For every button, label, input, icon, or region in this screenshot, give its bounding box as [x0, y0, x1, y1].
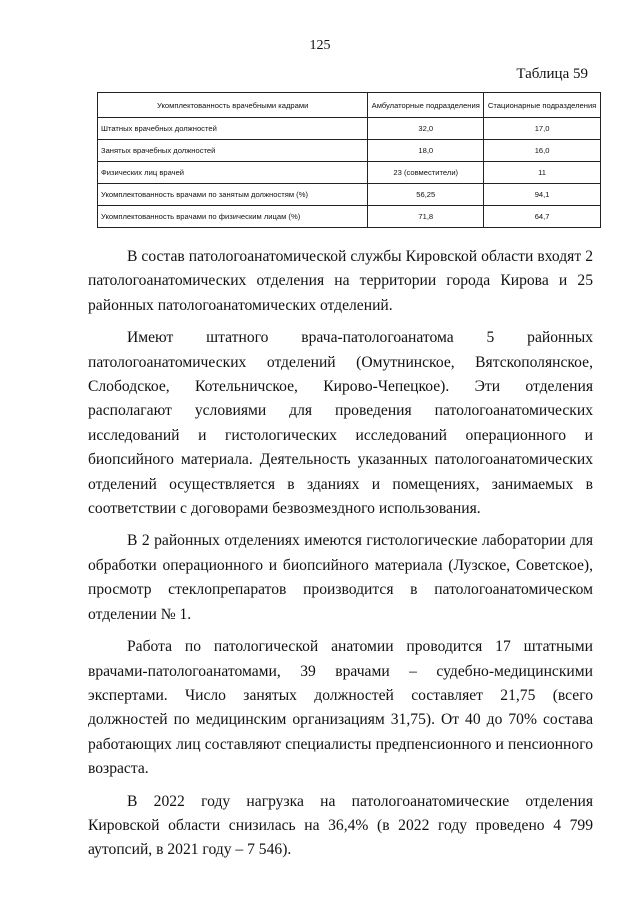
table-cell-value: 56,25: [368, 184, 484, 206]
table-cell-label: Укомплектованность врачами по занятым должностям (%): [98, 184, 368, 206]
paragraph: В состав патологоанатомической службы Кировской области входят 2 патологоанатомических отделения на территории города Кирова и 25 районных патологоанатомических отделений.: [88, 248, 593, 314]
table-cell-label: Укомплектованность врачами по физическим лицам (%): [98, 206, 368, 228]
table-cell-value: 32,0: [368, 118, 484, 140]
table-cell-value: 64,7: [484, 206, 601, 228]
table-cell-value: 94,1: [484, 184, 601, 206]
body-text: [88, 245, 593, 871]
table-cell-label: Физических лиц врачей: [98, 162, 368, 184]
table-cell-value: 11: [484, 162, 601, 184]
table-cell-value: 17,0: [484, 118, 601, 140]
paragraph: В 2022 году нагрузка на патологоанатомические отделения Кировской области снизилась на 36,4% (в 2022 году проведено 4 799 аутопсий, в 2021 году – 7 546).: [88, 792, 593, 859]
table-row: [98, 206, 601, 228]
paragraph: Работа по патологической анатомии проводится 17 штатными врачами-патологоанатомами, 39 врачами – судебно-медицинскими экспертами. Число занятых должностей составляет 21,75 (всего должностей по медицинским организациям 31,75). От 40 до 70% состава работающих лиц составляют специалисты предпенсионного и пенсионного возраста.: [88, 638, 593, 778]
table-cell-value: 71,8: [368, 206, 484, 228]
table-row: [98, 184, 601, 206]
table-caption: Таблица 59: [516, 66, 588, 82]
table-header-row: [98, 93, 601, 118]
table-cell-label: Занятых врачебных должностей: [98, 140, 368, 162]
table-cell-value: 16,0: [484, 140, 601, 162]
staffing-table: [97, 92, 601, 228]
table-header-cell: Стационарные подразделения: [484, 93, 601, 118]
table-cell-label: Штатных врачебных должностей: [98, 118, 368, 140]
table-row: [98, 162, 601, 184]
table-header-cell: Укомплектованность врачебными кадрами: [98, 93, 368, 118]
table-header-cell: Амбулаторные подразделения: [368, 93, 484, 118]
table-row: [98, 140, 601, 162]
table-cell-value: 23 (совместители): [368, 162, 484, 184]
paragraph: В 2 районных отделениях имеются гистологические лаборатории для обработки операционного и биопсийного материала (Лузское, Советское), просмотр стеклопрепаратов производится в патологоанатомическом отделении № 1.: [88, 532, 593, 623]
paragraph: Имеют штатного врача-патологоанатома 5 районных патологоанатомических отделений (Омутнинское, Вятскополянское, Слободское, Котельничское, Кирово-Чепецкое). Эти отделения располагают условиями для проведения патологоанатомических исследований и гистологических исследований операционного и биопсийного материала. Деятельность указанных патологоанатомических отделений осуществляется в зданиях и помещениях, занимаемых в соответствии с договорами безвозмездного использования.: [88, 329, 593, 518]
page-number: 125: [309, 38, 331, 53]
table-row: [98, 118, 601, 140]
table-cell-value: 18,0: [368, 140, 484, 162]
